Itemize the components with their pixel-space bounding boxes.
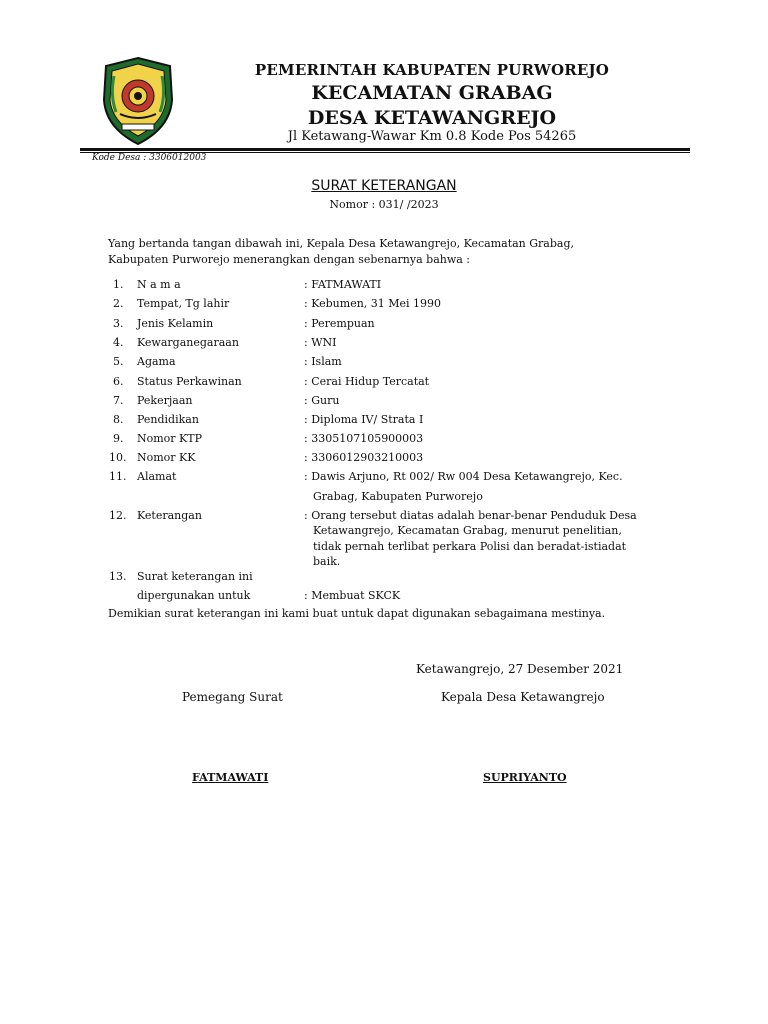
intro-line-2: Kabupaten Purworejo menerangkan dengan sebenarnya bahwa : — [108, 253, 471, 266]
document-title: SURAT KETERANGAN — [311, 178, 457, 194]
field-value-gender: : Perempuan — [304, 317, 375, 330]
field-value-kk: : 3306012903210003 — [304, 451, 424, 464]
signature-left-name: FATMAWATI — [192, 771, 269, 784]
field-label-nama: N a m a — [137, 278, 181, 291]
field-label-birth: Tempat, Tg lahir — [137, 297, 230, 310]
field-value-purpose: : Membuat SKCK — [304, 589, 401, 602]
field-value-address-line-2: Grabag, Kabupaten Purworejo — [313, 490, 483, 503]
signature-right-name: SUPRIYANTO — [483, 771, 567, 784]
field-number: 12. — [109, 509, 127, 522]
field-label-marital-status: Status Perkawinan — [137, 375, 242, 388]
letterhead-divider-thick — [80, 148, 690, 151]
field-value-citizenship: : WNI — [304, 336, 337, 349]
field-value-nama: : FATMAWATI — [304, 278, 382, 291]
document-number: Nomor : 031/ /2023 — [329, 198, 439, 211]
field-value-marital-status: : Cerai Hidup Tercatat — [304, 375, 430, 388]
letterhead-address: Jl Ketawang-Wawar Km 0.8 Kode Pos 54265 — [287, 129, 577, 144]
intro-line-1: Yang bertanda tangan dibawah ini, Kepala Desa Ketawangrejo, Kecamatan Grabag, — [108, 237, 575, 250]
field-number: 3. — [113, 317, 124, 330]
field-label-ktp: Nomor KTP — [137, 432, 203, 445]
field-number: 5. — [113, 355, 124, 368]
letterhead-district: KECAMATAN GRABAG — [311, 82, 553, 104]
signature-left-title: Pemegang Surat — [182, 690, 283, 704]
field-value-remarks-line-2: Ketawangrejo, Kecamatan Grabag, menurut penelitian, — [313, 524, 622, 537]
field-label-gender: Jenis Kelamin — [137, 317, 214, 330]
field-number: 9. — [113, 432, 124, 445]
closing-statement: Demikian surat keterangan ini kami buat untuk dapat digunakan sebagaimana mestinya. — [108, 607, 606, 620]
field-value-religion: : Islam — [304, 355, 342, 368]
field-number: 13. — [109, 570, 127, 583]
field-label-remarks: Keterangan — [137, 509, 202, 522]
field-label-address: Alamat — [137, 470, 177, 483]
field-label-religion: Agama — [137, 355, 176, 368]
field-label-citizenship: Kewarganegaraan — [137, 336, 239, 349]
field-value-remarks-line-4: baik. — [313, 555, 341, 568]
field-label-education: Pendidikan — [137, 413, 199, 426]
field-value-ktp: : 3305107105900003 — [304, 432, 424, 445]
field-number: 6. — [113, 375, 124, 388]
field-number: 4. — [113, 336, 124, 349]
field-number: 10. — [109, 451, 127, 464]
field-label-purpose-line-2: dipergunakan untuk — [137, 589, 251, 602]
field-number: 8. — [113, 413, 124, 426]
field-value-address-line-1: : Dawis Arjuno, Rt 002/ Rw 004 Desa Ketawangrejo, Kec. — [304, 470, 623, 483]
field-label-occupation: Pekerjaan — [137, 394, 193, 407]
field-value-education: : Diploma IV/ Strata I — [304, 413, 424, 426]
field-number: 2. — [113, 297, 124, 310]
letterhead-village: DESA KETAWANGREJO — [307, 107, 557, 129]
field-number: 7. — [113, 394, 124, 407]
field-value-birth: : Kebumen, 31 Mei 1990 — [304, 297, 442, 310]
field-number: 1. — [113, 278, 124, 291]
field-value-occupation: : Guru — [304, 394, 340, 407]
letterhead-government: PEMERINTAH KABUPATEN PURWOREJO — [254, 61, 610, 79]
field-number: 11. — [109, 470, 127, 483]
field-label-purpose-line-1: Surat keterangan ini — [137, 570, 253, 583]
field-value-remarks-line-1: : Orang tersebut diatas adalah benar-benar Penduduk Desa — [304, 509, 637, 522]
field-label-kk: Nomor KK — [137, 451, 196, 464]
signature-right-title: Kepala Desa Ketawangrejo — [441, 690, 605, 704]
village-code: Kode Desa : 3306012003 — [92, 153, 207, 163]
place-date: Ketawangrejo, 27 Desember 2021 — [416, 662, 624, 676]
field-value-remarks-line-3: tidak pernah terlibat perkara Polisi dan beradat-istiadat — [313, 540, 627, 553]
